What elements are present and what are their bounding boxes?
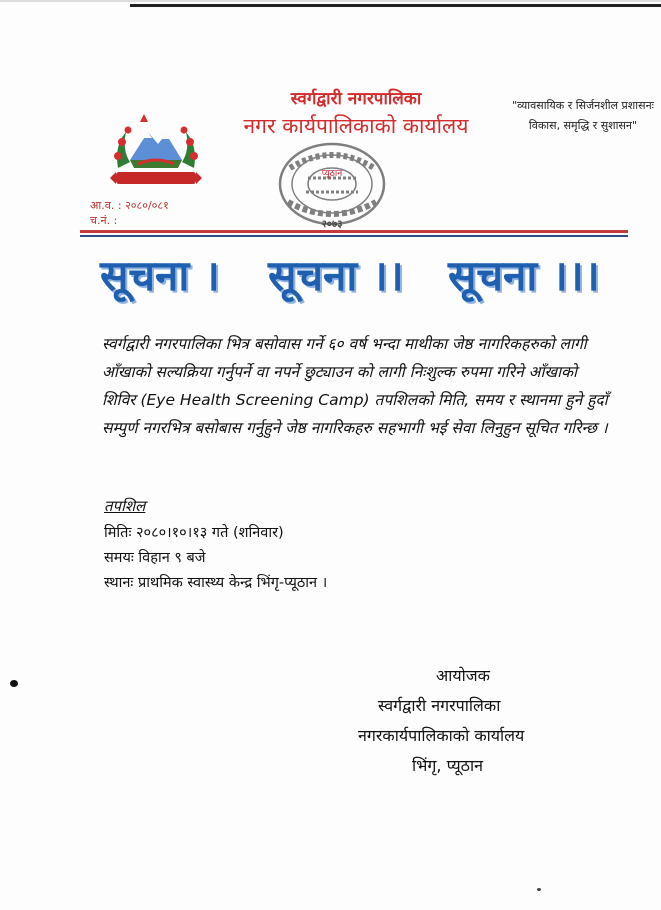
motto <box>508 96 658 136</box>
office-seal-icon <box>270 138 392 230</box>
nepal-emblem-icon <box>108 110 204 192</box>
seal-label: प्यूठान <box>321 169 343 179</box>
header-rule-blue <box>80 235 628 237</box>
scan-speck-small <box>537 888 541 891</box>
fiscal-year-label: आ.व. : <box>90 199 122 212</box>
reference-number <box>90 213 117 228</box>
notice-title-3: सूचना ।।। <box>448 251 600 300</box>
motto-line-1: "व्यावसायिक र सिर्जनशील प्रशासनः <box>512 99 654 112</box>
details-place: स्थानः प्राथमिक स्वास्थ्य केन्द्र भिंगृ-प्यूठान । <box>104 575 328 591</box>
details-date: मितिः २०८०।१०।१३ गते (शनिवार) <box>104 525 284 541</box>
office-name: नगर कार्यपालिकाको कार्यालय <box>243 114 469 138</box>
motto-line-2: विकास, समृद्धि र सुशासन" <box>528 119 638 132</box>
fiscal-year <box>90 198 169 213</box>
scan-edge <box>0 0 661 2</box>
signature-address: भिंगृ, प्यूठान <box>412 756 483 775</box>
scan-speck <box>10 680 18 687</box>
fiscal-year-value: २०८०/०८१ <box>125 199 169 212</box>
header-rule-red <box>80 230 628 233</box>
signature-organizer: आयोजक <box>436 666 490 685</box>
seal-year: २०७३ <box>321 219 343 230</box>
details-time: समयः विहान ९ बजे <box>104 550 206 566</box>
signature-org: स्वर्गद्वारी नगरपालिका <box>378 696 501 715</box>
notice-title-2: सूचना ।। <box>268 251 404 300</box>
scan-edge-dark <box>130 4 661 7</box>
municipality-name: स्वर्गद्वारी नगरपालिका <box>290 89 422 109</box>
notice-body: स्वर्गद्वारी नगरपालिका भित्र बसोवास गर्ने ६० वर्ष भन्दा माथीका जेष्ठ नागरिकहरुको लागी आँखाको सल्यक्रिया गर्नुपर्ने वा नपर्ने छुट्याउन को लागी निःशुल्क रुपमा गरिने आँखाको शिविर (Eye Health Screening Camp) तपशिलको मिति, समय र स्थानमा हुने हुदाँ सम्पुर्ण नगरभित्र बसोबास गर्नुहुने जेष्ठ नागरिकहरु सहभागी भई सेवा लिनुहुन सूचित गरिन्छ । <box>102 335 608 437</box>
details-heading: तपशिल <box>104 497 146 515</box>
signature-office: नगरकार्यपालिकाको कार्यालय <box>358 726 525 745</box>
reference-label: च.नं. : <box>90 214 118 227</box>
notice-title-1: सूचना । <box>100 251 220 300</box>
